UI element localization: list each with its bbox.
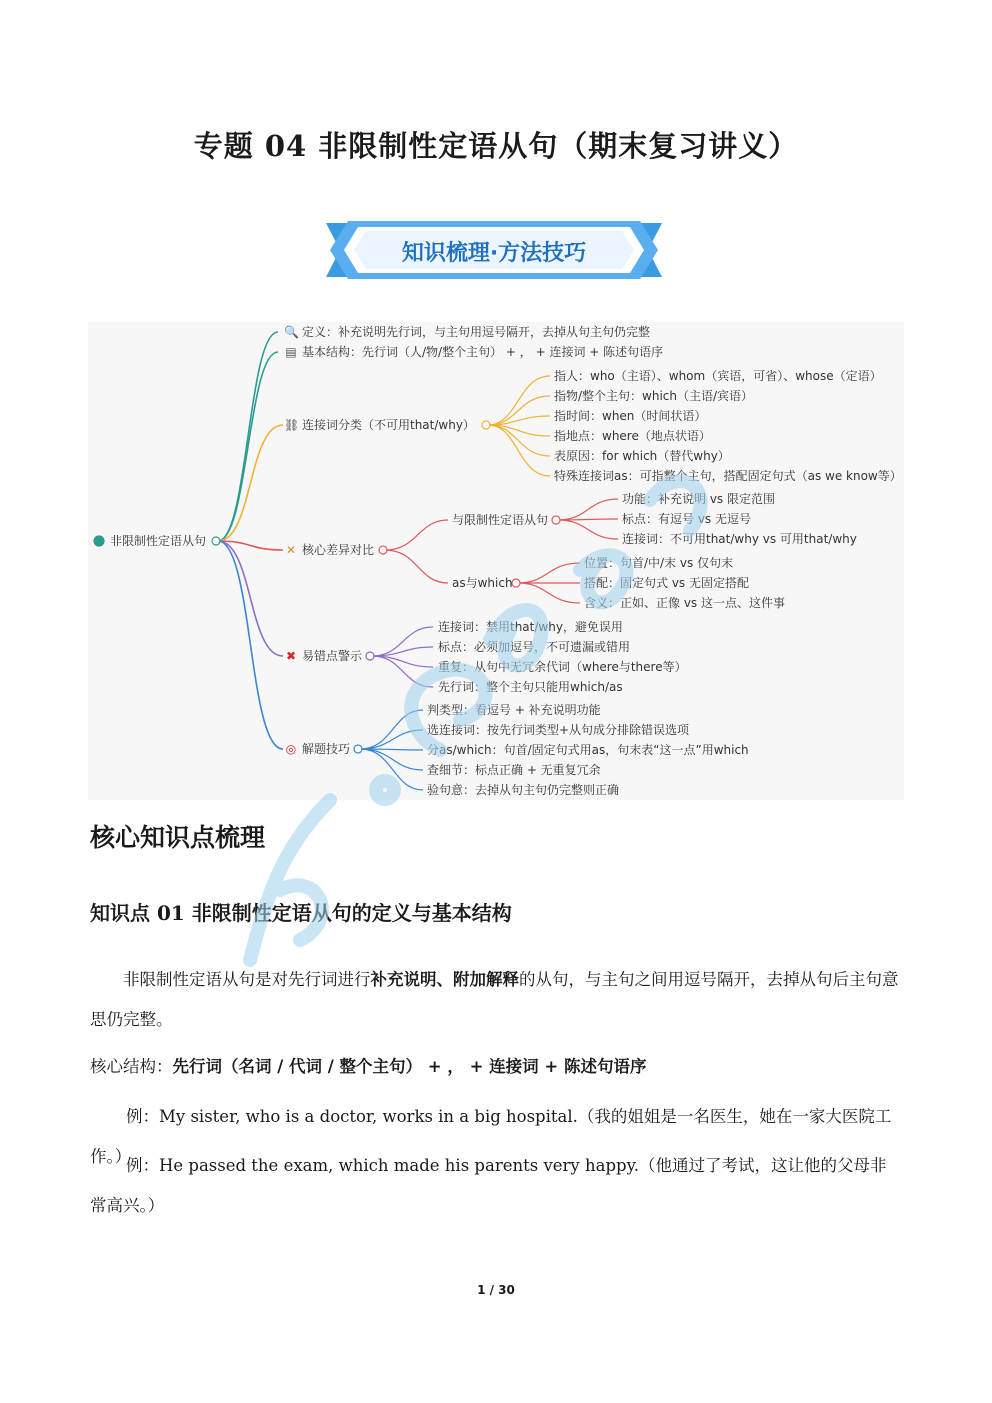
intro-text: 非限制性定语从句是对先行词进行 (123, 970, 371, 989)
page-number: 1 / 30 (477, 1283, 515, 1297)
aswhich-item: 位置：句首/中/末 vs 仅句末 (584, 556, 734, 570)
connector-item: 特殊连接词as：可指整个主句，搭配固定句式（as we know等） (554, 469, 902, 483)
connector-item: 指物/整个主句：which（主语/宾语） (554, 389, 754, 403)
section-banner (326, 219, 662, 281)
mindmap-mistakes (284, 648, 362, 664)
structure-text: 基本结构：先行词（人/物/整个主句） + ， + 连接词 + 陈述句语序 (302, 345, 664, 359)
book-icon: ▤ (285, 345, 297, 359)
mistake-item: 连接词：禁用that/why，避免误用 (438, 620, 623, 634)
connector-item: 指地点：where（地点状语） (554, 429, 711, 443)
page-title: 专题 04 非限制性定语从句（期末复习讲义） (193, 129, 799, 163)
mindmap-diff (284, 542, 374, 558)
example-1: 例：My sister, who is a doctor, works in a big hospital.（我的姐姐是一名医生，她在一家大医院工作。） (90, 1107, 892, 1166)
banner-title: 知识梳理·方法技巧 (401, 241, 587, 266)
mindmap-tips (284, 741, 350, 757)
mindmap-structure (284, 344, 663, 360)
mistake-item: 重复：从句中无冗余代词（where与there等） (438, 660, 687, 674)
intro-emphasis: 补充说明、附加解释 (370, 970, 519, 989)
restrictive-item: 标点：有逗号 vs 无逗号 (622, 512, 751, 526)
target-icon: ◎ (285, 742, 297, 756)
diff-restrictive: 与限制性定语从句 (452, 513, 549, 527)
mindmap-root: 非限制性定语从句 (110, 534, 207, 548)
definition-text: 定义：补充说明先行词，与主句用逗号隔开，去掉从句主句仍完整 (302, 325, 651, 339)
mistake-item: 标点：必须加逗号，不可遗漏或错用 (438, 640, 631, 654)
aswhich-item: 搭配：固定句式 vs 无固定搭配 (584, 576, 749, 590)
mistake-item: 先行词：整个主句只能用which/as (438, 680, 623, 694)
tip-item: 查细节：标点正确 + 无重复冗余 (427, 763, 601, 777)
knowledge-point-title: 知识点 01 非限制性定语从句的定义与基本结构 (90, 901, 512, 925)
restrictive-item: 连接词：不可用that/why vs 可用that/why (622, 532, 857, 546)
connector-item: 指时间：when（时间状语） (554, 409, 707, 423)
connectors-label: 连接词分类（不可用that/why） (302, 418, 475, 432)
restrictive-item: 功能：补充说明 vs 限定范围 (622, 492, 775, 506)
core-structure (90, 1052, 646, 1082)
mindmap-definition (284, 324, 650, 340)
diff-label: 核心差异对比 (302, 543, 375, 557)
tip-item: 判类型：看逗号 + 补充说明功能 (427, 703, 601, 717)
mindmap (88, 322, 904, 800)
core-label: 核心结构： (90, 1057, 173, 1076)
connector-item: 指人：who（主语）、whom（宾语，可省）、whose（定语） (554, 369, 882, 383)
tips-label: 解题技巧 (302, 742, 351, 756)
butterfly-icon: ✕ (285, 543, 297, 557)
connector-item: 表原因：for which（替代why） (554, 449, 730, 463)
search-icon: 🔍 (284, 325, 299, 339)
aswhich-item: 含义：正如、正像 vs 这一点、这件事 (584, 596, 785, 610)
tip-item: 验句意：去掉从句主句仍完整则正确 (427, 783, 620, 797)
tip-item: 选连接词：按先行词类型+从句成分排除错误选项 (427, 723, 690, 737)
cross-icon: ✖ (285, 649, 297, 663)
section-title: 核心知识点梳理 (90, 823, 266, 852)
intro-paragraph (90, 960, 902, 1040)
core-text: 先行词（名词 / 代词 / 整个主句） + ， + 连接词 + 陈述句语序 (172, 1057, 647, 1076)
example-2: 例：He passed the exam, which made his parents very happy.（他通过了考试，这让他的父母非常高兴。） (90, 1156, 887, 1215)
intro-text-end: 的从句，与主句之间用逗号隔开，去掉从句后主句意思仍完整。 (90, 970, 899, 1029)
link-icon: ⛓ (284, 418, 300, 432)
mistakes-label: 易错点警示 (302, 649, 363, 663)
mindmap-connectors (284, 417, 475, 433)
tip-item: 分as/which：句首/固定句式用as，句末表“这一点”用which (427, 743, 749, 757)
diff-aswhich: as与which (452, 576, 513, 590)
